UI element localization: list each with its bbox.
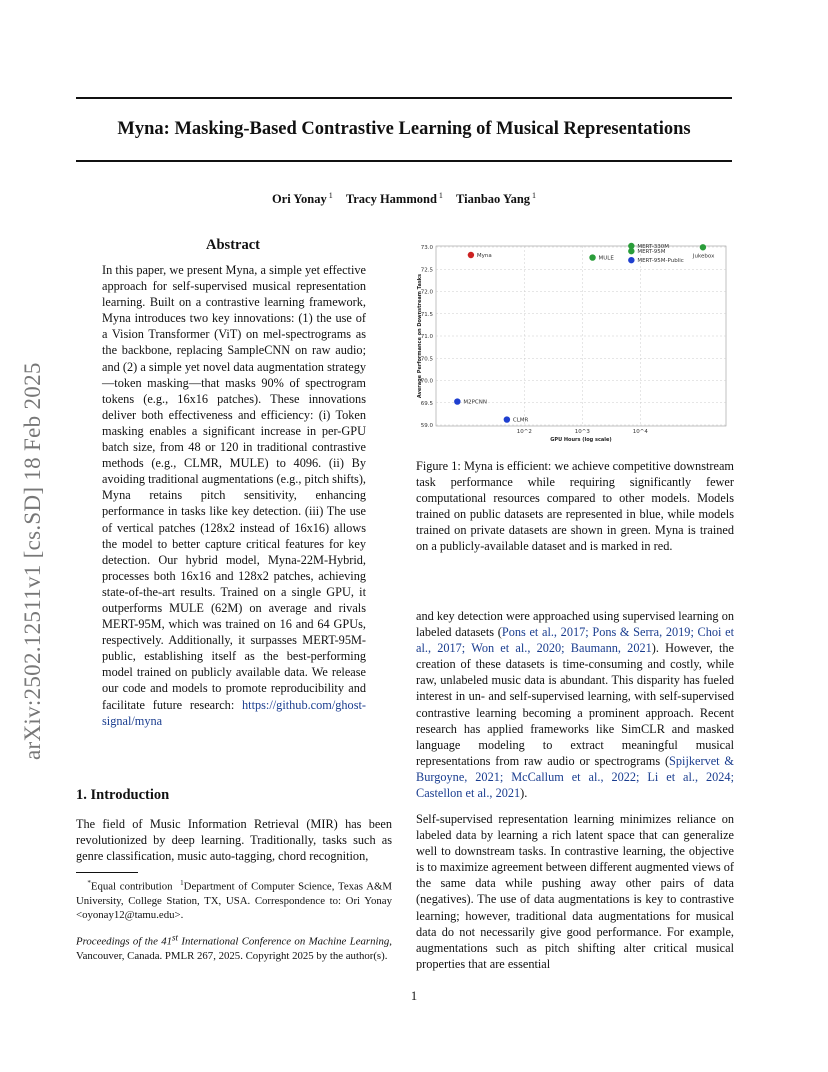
author-3: Tianbao Yang $^1$	[456, 191, 537, 207]
y-tick-label: 72.0	[420, 289, 433, 296]
title-top-rule	[76, 97, 732, 99]
proceedings-note: Proceedings of the 41st International Conference on Machine Learning, Vancouver, Canada. PMLR 267, 2025. Copyright 2025 by the author(s).	[76, 932, 392, 962]
data-point-label: MERT-330M	[637, 244, 670, 250]
abstract-heading: Abstract	[206, 237, 260, 253]
data-point	[628, 248, 634, 254]
data-point-label: CLMR	[512, 417, 529, 424]
figure-caption: Figure 1: Myna is efficient: we achieve competitive downstream task performance while requiring significantly fewer computational resources compared to other models. Models trained on public datasets are represented in blue, while models trained on private datasets are shown in green. Myna is trained on a publicly-available dataset and is marked in red.	[416, 459, 734, 554]
y-tick-label: 70.5	[420, 356, 433, 363]
data-point	[628, 257, 634, 263]
y-tick-label: 59.0	[420, 423, 433, 429]
figure-1-scatter-plot	[414, 240, 734, 445]
right-paragraph-1: and key detection were approached using supervised learning on labeled datasets (Pons et al., 2017; Pons & Serra, 2019; Choi et al., 2017; Won et al., 2020; Baumann, 2021). However, the creation of these datasets is time-consuming and costly, while raw, unlabeled music data is abundant. This disparity has fueled interest in un- and self-supervised learning, with self-supervised contrastive learning becoming a prominent approach. Recent research has applied frameworks like SimCLR and masked language modeling to extract meaningful musical representations from raw audio or spectrograms (Spijkervet & Burgoyne, 2021; McCallum et al., 2022; Li et al., 2024; Castellon et al., 2021).	[416, 609, 735, 801]
data-point-label: MULE	[598, 255, 614, 262]
intro-paragraph: The field of Music Information Retrieval (MIR) has been revolutionized by deep learning. Traditionally, tasks such as genre classification, music auto-tagging, chord recognition,	[76, 817, 392, 864]
citation-group-2[interactable]: Spijkervet & Burgoyne, 2021; McCallum et al., 2022; Li et al., 2024; Castellon et al., 2021	[416, 753, 734, 801]
x-tick-label: 10^3	[574, 429, 590, 435]
author-2: Tracy Hammond $^1$	[345, 191, 443, 207]
right-paragraph-2: Self-supervised representation learning minimizes reliance on labeled data by learning a rich latent space that can generalize well to downstream tasks. In contrastive learning, the objective is to maximize agreement between different augmented views of the same data while pushing away other pairs of data (negatives). The use of data augmentations is key to contrastive learning; however, traditional data augmentations for musical data do not necessarily give good performance. For example, augmentations such as pitch shifting alter critical musical properties that are essential	[416, 812, 735, 971]
page-number: 1	[410, 989, 418, 1003]
data-point	[504, 416, 510, 422]
author-1: Ori Yonay $^1$	[271, 191, 333, 207]
y-tick-label: 73.0	[420, 245, 433, 251]
y-tick-label: 71.5	[420, 311, 433, 318]
footnote: *Equal contribution $^1$Department of Computer Science, Texas A&M University, College Station, TX, USA. Correspondence to: Ori Yonay <oyonay12@tamu.edu>.	[76, 879, 392, 921]
x-tick-label: 10^2	[516, 429, 532, 435]
code-link[interactable]: https://github.com/ghost-signal/myna	[102, 697, 366, 728]
x-axis-label: GPU Hours (log scale)	[550, 437, 612, 443]
citation-group-1[interactable]: Pons et al., 2017; Pons & Serra, 2019; Choi et al., 2017; Won et al., 2020; Baumann, 2021	[416, 625, 734, 656]
data-point-label: MERT-95M-Public	[637, 258, 684, 265]
abstract-body: In this paper, we present Myna, a simple yet effective approach for self-supervised musical representation learning. Built on a contrastive learning framework, Myna introduces two key innovations: (1) the use of a Vision Transformer (ViT) on mel-spectrograms as the backbone, replacing SampleCNN on raw audio; and (2) a simple yet novel data augmentation strategy—token masking—that masks 90% of spectrogram tokens (e.g., 16x16 patches). These innovations deliver both effectiveness and efficiency: (i) Token masking enables a significant increase in per-GPU batch size, from 48 or 120 in traditional contrastive methods (e.g., CLMR, MULE) to 4096. (ii) By avoiding traditional augmentations (e.g., pitch shifts), Myna retains pitch sensitivity, enhancing performance in tasks like key detection. (iii) The use of vertical patches (128x2 instead of 16x16) allows the model to better capture critical features for key detection. Our hybrid model, Myna-22M-Hybrid, processes both 16x16 and 128x2 patches, achieving state-of-the-art results. Trained on a single GPU, it outperforms MULE (62M) on average and rivals MERT-95M, which was trained on 16 and 64 GPUs, respectively. Additionally, it surpasses MERT-95M-public, establishing itself as the best-performing model trained on publicly available data. We release our code and models to promote reproducibility and facilitate future research: https://github.com/ghost-signal/myna	[102, 263, 366, 728]
section-heading-introduction: 1. Introduction	[76, 787, 170, 803]
paper-title: Myna: Masking-Based Contrastive Learning of Musical Representations	[117, 119, 691, 139]
y-axis-label: Average Performance on Downstream Tasks	[417, 273, 423, 399]
footnote-rule	[76, 872, 138, 873]
data-point-label: Myna	[476, 253, 492, 259]
author-list	[76, 191, 732, 207]
arxiv-stamp: arXiv:2502.12511v1 [cs.SD] 18 Feb 2025	[20, 362, 45, 760]
data-point-label: M2PCNN	[463, 399, 487, 406]
x-tick-label: 10^4	[632, 429, 648, 435]
data-point-label: Jukebox	[692, 253, 715, 260]
y-tick-label: 70.0	[420, 378, 433, 385]
data-point-label: MERT-95M	[637, 249, 666, 256]
title-bottom-rule	[76, 160, 732, 162]
y-tick-label: 72.5	[420, 267, 433, 274]
data-point	[700, 244, 706, 250]
data-point	[589, 254, 595, 260]
data-point	[468, 252, 474, 258]
y-tick-label: 71.0	[420, 334, 433, 340]
y-tick-label: 69.5	[420, 400, 433, 407]
data-point	[454, 398, 460, 404]
